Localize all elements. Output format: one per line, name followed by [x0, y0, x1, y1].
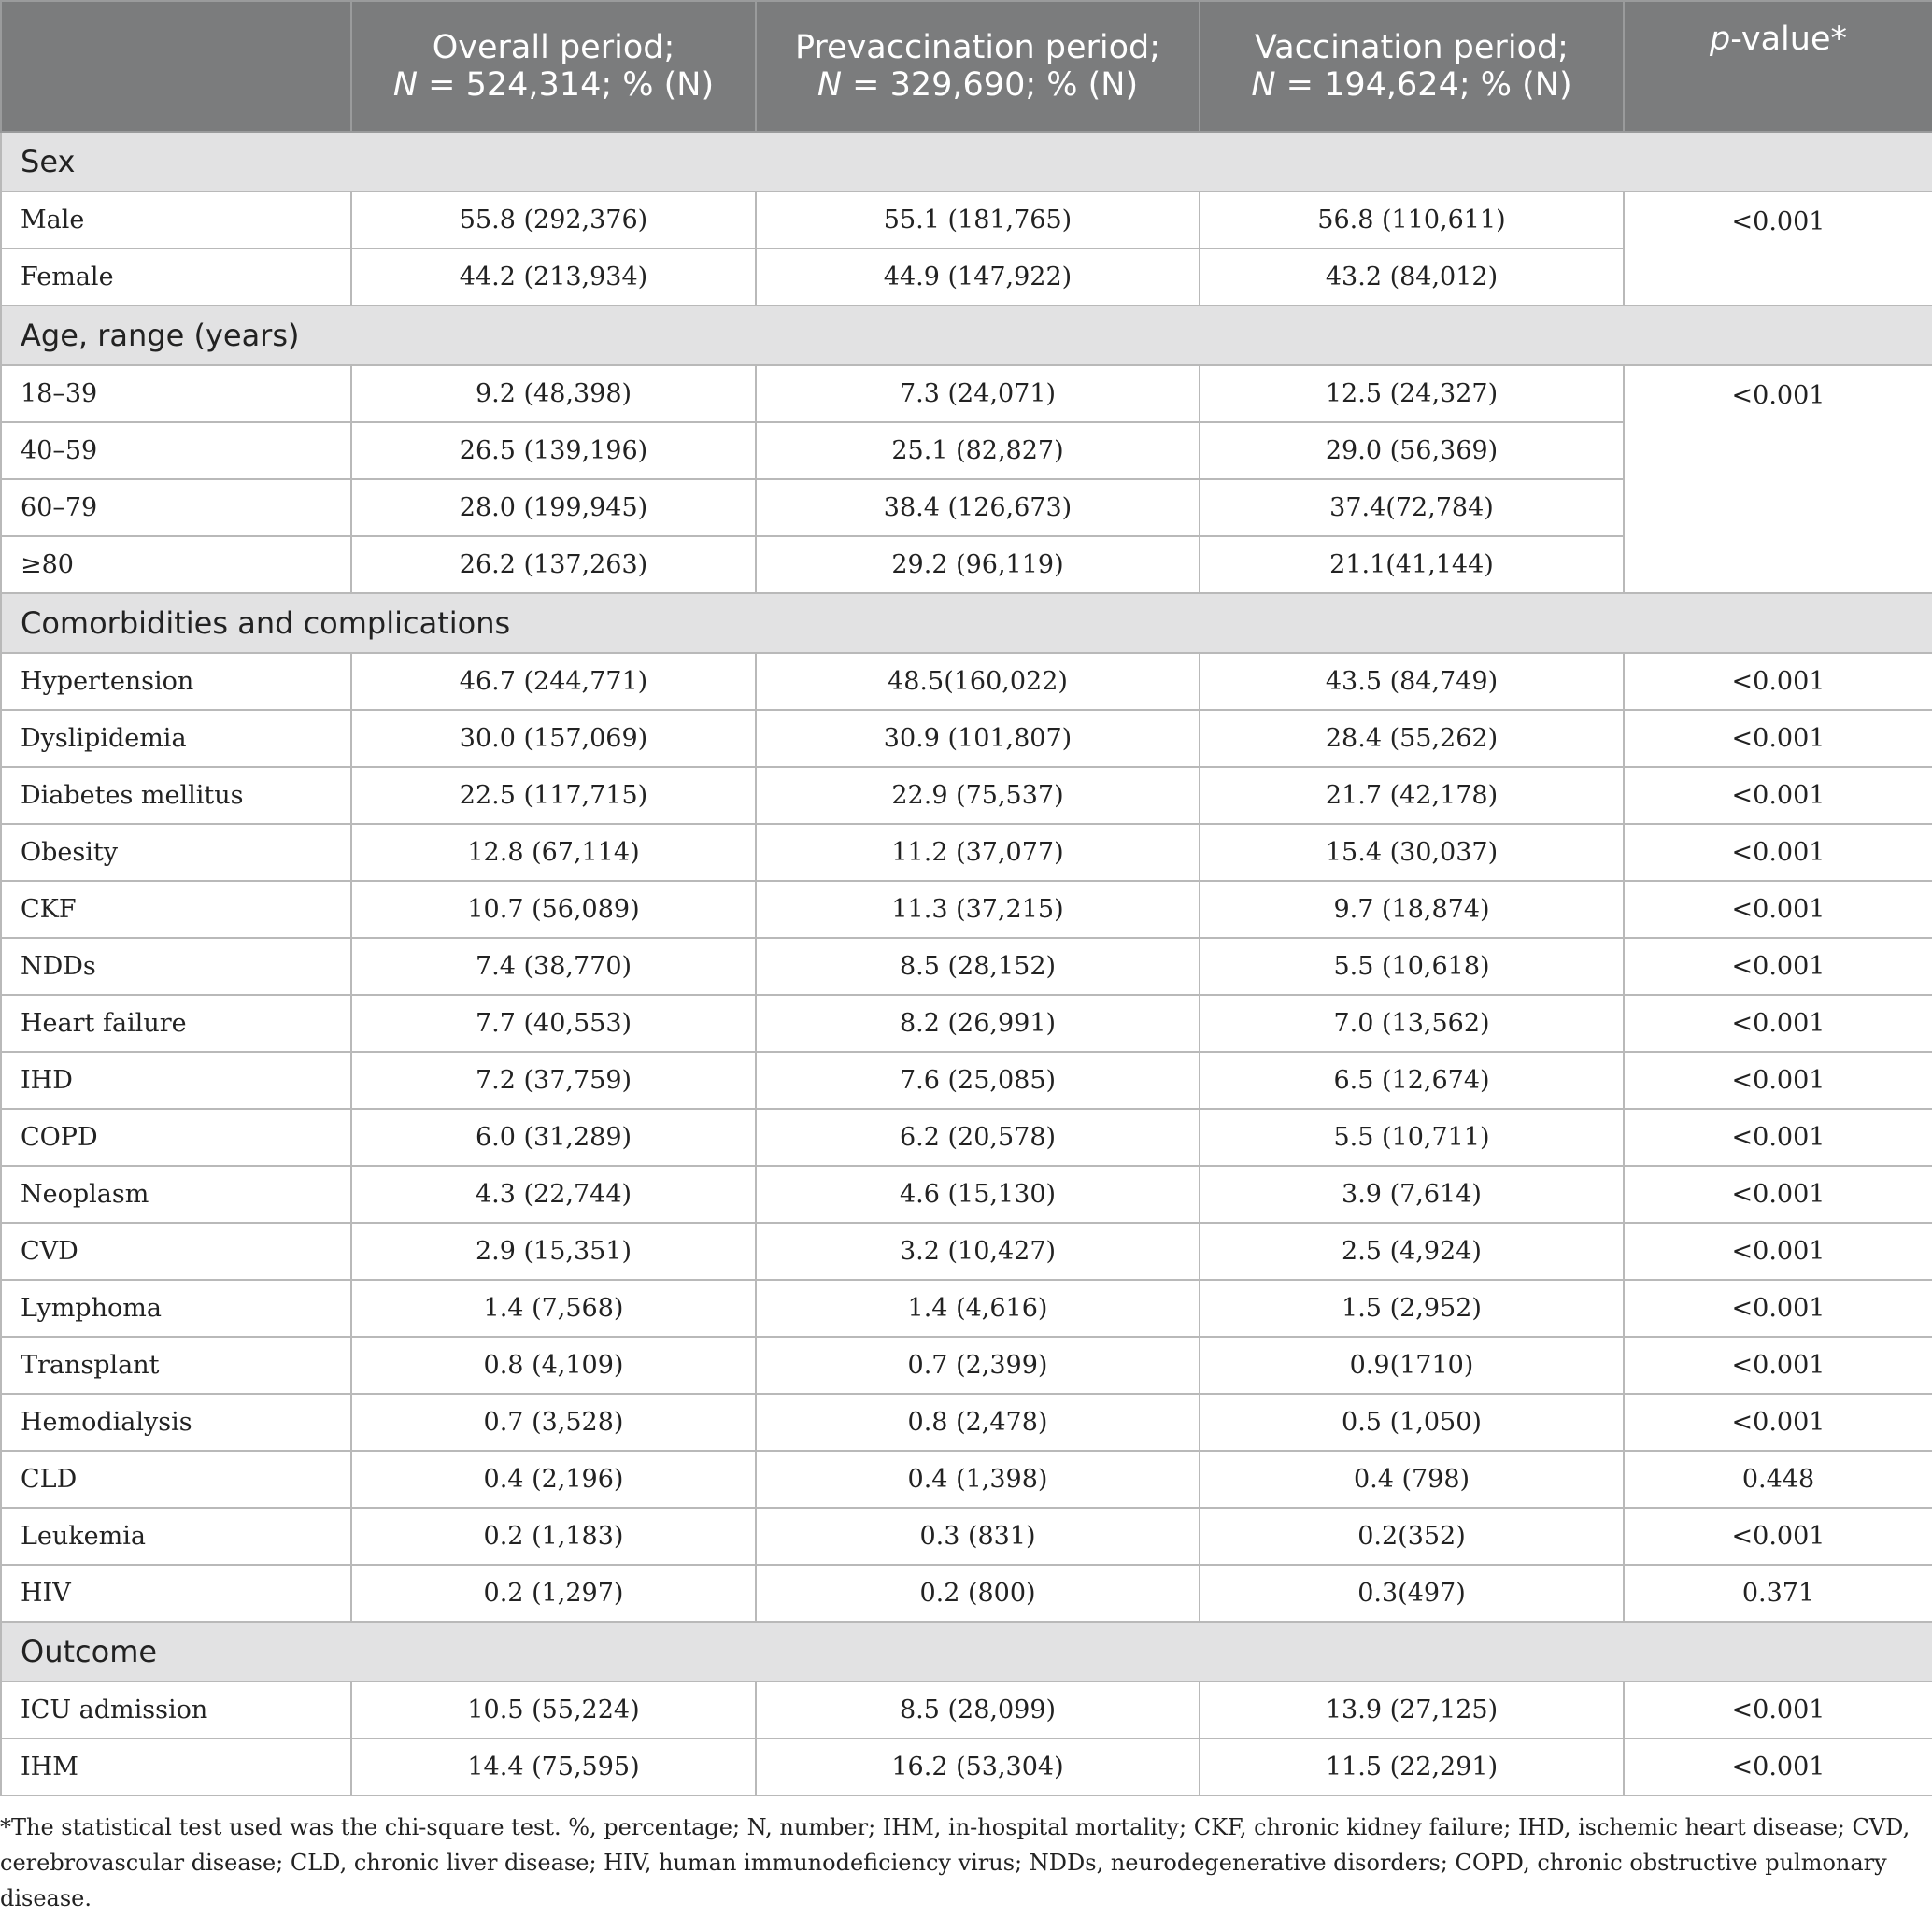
- cell-vaccination: 37.4(72,784): [1200, 479, 1624, 536]
- cell-p-value: <0.001: [1624, 1223, 1932, 1280]
- header-blank: [1, 1, 351, 132]
- table-row: [1, 192, 1932, 248]
- cell-overall: 28.0 (199,945): [351, 479, 756, 536]
- row-label: Neoplasm: [1, 1166, 351, 1223]
- row-label: 60–79: [1, 479, 351, 536]
- cell-vaccination: 0.5 (1,050): [1200, 1394, 1624, 1451]
- cell-prevaccination: 6.2 (20,578): [756, 1109, 1200, 1166]
- row-label: 18–39: [1, 365, 351, 422]
- cell-p-value: 0.448: [1624, 1451, 1932, 1508]
- cell-vaccination: 2.5 (4,924): [1200, 1223, 1624, 1280]
- cell-prevaccination: 1.4 (4,616): [756, 1280, 1200, 1337]
- comorbidities-rows: [1, 653, 1932, 1622]
- row-label: Dyslipidemia: [1, 710, 351, 767]
- row-label: 40–59: [1, 422, 351, 479]
- cell-p-value: <0.001: [1624, 1682, 1932, 1739]
- cell-vaccination: 5.5 (10,711): [1200, 1109, 1624, 1166]
- cell-p-value: <0.001: [1624, 365, 1932, 593]
- cell-prevaccination: 11.3 (37,215): [756, 881, 1200, 938]
- cell-overall: 0.2 (1,183): [351, 1508, 756, 1565]
- cell-prevaccination: 16.2 (53,304): [756, 1739, 1200, 1795]
- section-title-sex: Sex: [1, 132, 1932, 192]
- cell-vaccination: 0.3(497): [1200, 1565, 1624, 1622]
- cell-vaccination: 21.1(41,144): [1200, 536, 1624, 593]
- cell-overall: 26.2 (137,263): [351, 536, 756, 593]
- header-row: [1, 1, 1932, 132]
- cell-overall: 26.5 (139,196): [351, 422, 756, 479]
- row-label: Obesity: [1, 824, 351, 881]
- cell-prevaccination: 29.2 (96,119): [756, 536, 1200, 593]
- cell-overall: 44.2 (213,934): [351, 248, 756, 305]
- header-vaccination-line2: = 194,624; % (N): [1275, 66, 1572, 104]
- cell-prevaccination: 22.9 (75,537): [756, 767, 1200, 824]
- header-p-letter: p: [1709, 21, 1731, 58]
- cell-overall: 0.4 (2,196): [351, 1451, 756, 1508]
- outcome-rows: [1, 1682, 1932, 1795]
- cell-overall: 0.2 (1,297): [351, 1565, 756, 1622]
- cell-p-value: <0.001: [1624, 1394, 1932, 1451]
- cell-prevaccination: 0.3 (831): [756, 1508, 1200, 1565]
- row-label: HIV: [1, 1565, 351, 1622]
- cell-overall: 46.7 (244,771): [351, 653, 756, 710]
- cell-vaccination: 29.0 (56,369): [1200, 422, 1624, 479]
- section-row-age: [1, 305, 1932, 365]
- cell-prevaccination: 25.1 (82,827): [756, 422, 1200, 479]
- table-row: [1, 1052, 1932, 1109]
- row-label: NDDs: [1, 938, 351, 995]
- row-label: CLD: [1, 1451, 351, 1508]
- cell-prevaccination: 7.3 (24,071): [756, 365, 1200, 422]
- cell-vaccination: 0.4 (798): [1200, 1451, 1624, 1508]
- cell-prevaccination: 7.6 (25,085): [756, 1052, 1200, 1109]
- table-row: [1, 1739, 1932, 1795]
- cell-p-value: <0.001: [1624, 1166, 1932, 1223]
- table-footnote: *The statistical test used was the chi-square test. %, percentage; N, number; IHM, in-hospital mortality; CKF, chronic kidney failure; IHD, ischemic heart disease; CVD, cerebrovascular disease; CLD, chronic liver disease; HIV, human immunodeficiency virus; NDDs, neurodegenerative disorders; COPD, chronic obstructive pulmonary disease.: [0, 1814, 1911, 1911]
- table-row: [1, 767, 1932, 824]
- header-p-value: [1624, 1, 1932, 132]
- row-label: ICU admission: [1, 1682, 351, 1739]
- table-row: [1, 1223, 1932, 1280]
- cell-vaccination: 12.5 (24,327): [1200, 365, 1624, 422]
- row-label: Hemodialysis: [1, 1394, 351, 1451]
- cell-overall: 4.3 (22,744): [351, 1166, 756, 1223]
- header-p-rest: -value*: [1730, 21, 1847, 58]
- header-overall-line2: = 524,314; % (N): [418, 66, 715, 104]
- cell-overall: 0.7 (3,528): [351, 1394, 756, 1451]
- cell-p-value: <0.001: [1624, 710, 1932, 767]
- cell-prevaccination: 8.2 (26,991): [756, 995, 1200, 1052]
- cell-prevaccination: 8.5 (28,152): [756, 938, 1200, 995]
- cell-overall: 14.4 (75,595): [351, 1739, 756, 1795]
- row-label: Diabetes mellitus: [1, 767, 351, 824]
- cell-p-value: <0.001: [1624, 1109, 1932, 1166]
- table-row: [1, 1337, 1932, 1394]
- row-label: Leukemia: [1, 1508, 351, 1565]
- cell-p-value: <0.001: [1624, 938, 1932, 995]
- row-label: Transplant: [1, 1337, 351, 1394]
- cell-vaccination: 3.9 (7,614): [1200, 1166, 1624, 1223]
- header-overall-n: N: [392, 66, 419, 104]
- header-overall-period: [351, 1, 756, 132]
- cell-prevaccination: 8.5 (28,099): [756, 1682, 1200, 1739]
- cell-overall: 10.7 (56,089): [351, 881, 756, 938]
- section-row-outcome: [1, 1622, 1932, 1682]
- cell-p-value: <0.001: [1624, 1739, 1932, 1795]
- cell-p-value: <0.001: [1624, 192, 1932, 305]
- cell-prevaccination: 30.9 (101,807): [756, 710, 1200, 767]
- cell-p-value: <0.001: [1624, 653, 1932, 710]
- header-prevaccination-period: [756, 1, 1200, 132]
- cell-prevaccination: 0.2 (800): [756, 1565, 1200, 1622]
- table-row: [1, 938, 1932, 995]
- cell-p-value: <0.001: [1624, 1052, 1932, 1109]
- cell-prevaccination: 3.2 (10,427): [756, 1223, 1200, 1280]
- cell-p-value: 0.371: [1624, 1565, 1932, 1622]
- row-label: ≥80: [1, 536, 351, 593]
- cell-vaccination: 1.5 (2,952): [1200, 1280, 1624, 1337]
- cell-overall: 6.0 (31,289): [351, 1109, 756, 1166]
- cell-overall: 55.8 (292,376): [351, 192, 756, 248]
- cell-prevaccination: 0.7 (2,399): [756, 1337, 1200, 1394]
- header-prevaccination-line1: Prevaccination period;: [794, 29, 1161, 66]
- header-prevaccination-n: N: [817, 66, 843, 104]
- section-title-comorbidities: Comorbidities and complications: [1, 593, 1932, 653]
- cell-prevaccination: 48.5(160,022): [756, 653, 1200, 710]
- cell-vaccination: 11.5 (22,291): [1200, 1739, 1624, 1795]
- table-row: [1, 653, 1932, 710]
- table-row: [1, 365, 1932, 422]
- cell-vaccination: 9.7 (18,874): [1200, 881, 1624, 938]
- cell-vaccination: 7.0 (13,562): [1200, 995, 1624, 1052]
- table-row: [1, 1166, 1932, 1223]
- cell-prevaccination: 38.4 (126,673): [756, 479, 1200, 536]
- cell-overall: 7.4 (38,770): [351, 938, 756, 995]
- cell-vaccination: 5.5 (10,618): [1200, 938, 1624, 995]
- cell-overall: 2.9 (15,351): [351, 1223, 756, 1280]
- table-row: [1, 1394, 1932, 1451]
- cell-prevaccination: 4.6 (15,130): [756, 1166, 1200, 1223]
- cell-p-value: <0.001: [1624, 1280, 1932, 1337]
- section-row-comorbidities: [1, 593, 1932, 653]
- table-row: [1, 1682, 1932, 1739]
- cell-prevaccination: 11.2 (37,077): [756, 824, 1200, 881]
- cell-overall: 30.0 (157,069): [351, 710, 756, 767]
- row-label: IHD: [1, 1052, 351, 1109]
- cell-prevaccination: 0.4 (1,398): [756, 1451, 1200, 1508]
- table-row: [1, 1565, 1932, 1622]
- cell-vaccination: 0.2(352): [1200, 1508, 1624, 1565]
- cell-prevaccination: 55.1 (181,765): [756, 192, 1200, 248]
- cell-vaccination: 13.9 (27,125): [1200, 1682, 1624, 1739]
- cell-overall: 1.4 (7,568): [351, 1280, 756, 1337]
- cell-overall: 0.8 (4,109): [351, 1337, 756, 1394]
- row-label: CVD: [1, 1223, 351, 1280]
- cell-overall: 22.5 (117,715): [351, 767, 756, 824]
- cell-overall: 12.8 (67,114): [351, 824, 756, 881]
- row-label: Hypertension: [1, 653, 351, 710]
- header-vaccination-n: N: [1251, 66, 1276, 104]
- cell-p-value: <0.001: [1624, 881, 1932, 938]
- section-title-outcome: Outcome: [1, 1622, 1932, 1682]
- cell-overall: 7.7 (40,553): [351, 995, 756, 1052]
- header-prevaccination-line2: = 329,690; % (N): [842, 66, 1139, 104]
- row-label: COPD: [1, 1109, 351, 1166]
- table-row: [1, 881, 1932, 938]
- table-row: [1, 1109, 1932, 1166]
- cell-p-value: <0.001: [1624, 1508, 1932, 1565]
- row-label: Heart failure: [1, 995, 351, 1052]
- cell-p-value: <0.001: [1624, 824, 1932, 881]
- table-row: [1, 824, 1932, 881]
- section-title-age: Age, range (years): [1, 305, 1932, 365]
- row-label: Lymphoma: [1, 1280, 351, 1337]
- cell-overall: 10.5 (55,224): [351, 1682, 756, 1739]
- cell-prevaccination: 44.9 (147,922): [756, 248, 1200, 305]
- header-vaccination-line1: Vaccination period;: [1255, 29, 1569, 66]
- cell-vaccination: 56.8 (110,611): [1200, 192, 1624, 248]
- row-label: Female: [1, 248, 351, 305]
- cell-p-value: <0.001: [1624, 1337, 1932, 1394]
- row-label: Male: [1, 192, 351, 248]
- cell-vaccination: 6.5 (12,674): [1200, 1052, 1624, 1109]
- table-row: [1, 1280, 1932, 1337]
- cell-vaccination: 0.9(1710): [1200, 1337, 1624, 1394]
- section-row-sex: [1, 132, 1932, 192]
- table-row: [1, 1451, 1932, 1508]
- cell-vaccination: 15.4 (30,037): [1200, 824, 1624, 881]
- table-row: [1, 1508, 1932, 1565]
- cell-vaccination: 28.4 (55,262): [1200, 710, 1624, 767]
- header-overall-line1: Overall period;: [432, 29, 675, 66]
- header-vaccination-period: [1200, 1, 1624, 132]
- table-row: [1, 710, 1932, 767]
- cell-vaccination: 43.5 (84,749): [1200, 653, 1624, 710]
- table-row: [1, 995, 1932, 1052]
- cell-prevaccination: 0.8 (2,478): [756, 1394, 1200, 1451]
- row-label: CKF: [1, 881, 351, 938]
- cell-overall: 7.2 (37,759): [351, 1052, 756, 1109]
- cell-p-value: <0.001: [1624, 995, 1932, 1052]
- cell-vaccination: 43.2 (84,012): [1200, 248, 1624, 305]
- cell-p-value: <0.001: [1624, 767, 1932, 824]
- row-label: IHM: [1, 1739, 351, 1795]
- cell-vaccination: 21.7 (42,178): [1200, 767, 1624, 824]
- cell-overall: 9.2 (48,398): [351, 365, 756, 422]
